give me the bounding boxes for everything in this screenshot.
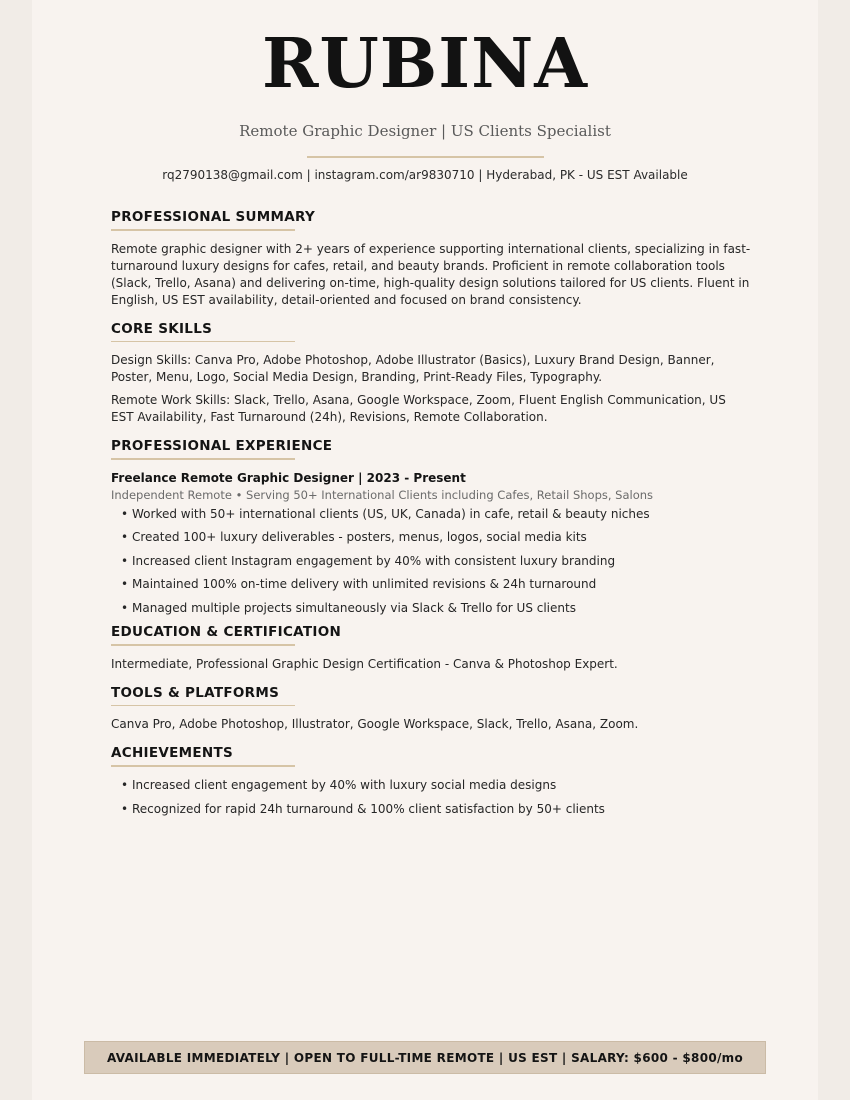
list-item: • Managed multiple projects simultaneously via Slack & Trello for US clients [121, 600, 576, 615]
section-heading: PROFESSIONAL SUMMARY [111, 209, 316, 225]
skills-section [111, 320, 751, 427]
tools-text: Canva Pro, Adobe Photoshop, Illustrator, Google Workspace, Slack, Trello, Asana, Zoom. [111, 717, 639, 732]
section-divider [111, 705, 295, 707]
section-heading: ACHIEVEMENTS [111, 745, 234, 762]
achievement-bullets [111, 777, 751, 818]
list-item: • Increased client Instagram engagement by 40% with consistent luxury branding [121, 553, 616, 568]
section-divider [111, 341, 295, 343]
section-heading: PROFESSIONAL EXPERIENCE [111, 438, 333, 454]
experience-bullets [111, 506, 751, 617]
section-heading: CORE SKILLS [111, 320, 213, 337]
list-item: • Worked with 50+ international clients (US, UK, Canada) in cafe, retail & beauty niches [121, 506, 650, 521]
section-divider [111, 458, 295, 460]
section-heading: EDUCATION & CERTIFICATION [111, 624, 342, 641]
summary-section [111, 208, 751, 309]
section-heading: TOOLS & PLATFORMS [111, 684, 280, 701]
tools-section [111, 684, 751, 734]
resume-content [111, 208, 751, 829]
section-divider [111, 765, 295, 767]
section-divider [111, 229, 295, 231]
availability-text: AVAILABLE IMMEDIATELY | OPEN TO FULL-TIME REMOTE | US EST | SALARY: $600 - $800/mo [106, 1050, 744, 1065]
education-section [111, 623, 751, 673]
contact-line: rq2790138@gmail.com | instagram.com/ar9830710 | Hyderabad, PK - US EST Available [162, 168, 688, 182]
experience-section [111, 437, 751, 617]
title-divider [307, 156, 544, 158]
list-item: • Created 100+ luxury deliverables - posters, menus, logos, social media kits [121, 530, 587, 545]
list-item: • Maintained 100% on-time delivery with unlimited revisions & 24h turnaround [121, 577, 597, 592]
design-skills-text: Design Skills: Canva Pro, Adobe Photoshop, Adobe Illustrator (Basics), Luxury Brand Design, Banner, Poster, Menu, Logo, Social Media Design, Branding, Print-Ready Files, Typography. [111, 353, 715, 384]
job-title: Freelance Remote Graphic Designer | 2023 - Present [111, 470, 466, 485]
summary-text: Remote graphic designer with 2+ years of experience supporting international clients, specializing in fast-turnaround luxury designs for cafes, retail, and beauty brands. Proficient in remote collaboration tools (Slack, Trello, Asana) and delivering on-time, high-quality design solutions tailored for US clients. Fluent in English, US EST availability, detail-oriented and focused on brand consistency. [111, 241, 751, 307]
job-subtitle-line: Independent Remote • Serving 50+ International Clients including Cafes, Retail Shops, Salons [111, 487, 654, 502]
achievements-section [111, 744, 751, 817]
candidate-name: RUBINA [261, 24, 588, 104]
list-item: • Recognized for rapid 24h turnaround & 100% client satisfaction by 50+ clients [121, 801, 605, 816]
job-subtitle: Remote Graphic Designer | US Clients Specialist [239, 122, 611, 140]
section-divider [111, 644, 295, 646]
availability-banner [84, 1041, 766, 1074]
education-text: Intermediate, Professional Graphic Design Certification - Canva & Photoshop Expert. [111, 656, 618, 671]
remote-skills-text: Remote Work Skills: Slack, Trello, Asana, Google Workspace, Zoom, Fluent English Communication, US EST Availability, Fast Turnaround (24h), Revisions, Remote Collaboration. [111, 393, 726, 424]
list-item: • Increased client engagement by 40% with luxury social media designs [121, 777, 557, 792]
